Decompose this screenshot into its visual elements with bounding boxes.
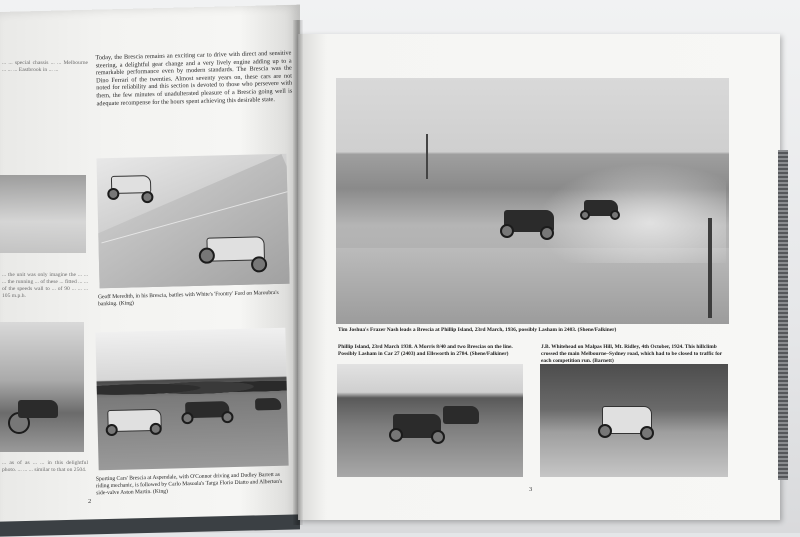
edge-text-bottom: ... as of as ... ... in this delightful photo. ... ... ... similar to that on 2504. — [2, 460, 88, 473]
caption-bottom-left: Phillip Island, 23rd March 1938. A Morris 8/40 and two Brescias on the line. Possibly Lasham in Car 27 (2403) and Ellsworth in 2784. (Shene/Falkiner) — [338, 344, 513, 357]
wheel-icon — [598, 424, 612, 438]
fence-post — [708, 218, 712, 318]
wheel-icon — [580, 210, 590, 220]
book-gutter — [293, 20, 303, 525]
intro-paragraph: Today, the Brescia remains an exciting car to drive with direct and sensitive steering, a delightful gear change and a very lively engine adding up to a remarkable performance even by modern standards. The Brescia was the Dino Ferrari of the twenties. Almost seventy years on, these cars are not noted for reliability and this section is devoted to those who persevere with them, the few minutes of unadulterated pleasure of a Brescia going well is adequate recompense for the hours spent achieving this desirable state. — [95, 49, 293, 107]
photo-aspendale — [95, 328, 288, 471]
wheel-icon — [107, 188, 119, 200]
photo-banking-battle — [96, 154, 289, 289]
main-photo-caption: Tim Joshua's Frazer Nash leads a Brescia at Phillip Island, 23rd March, 1936, possibly Lasham in 2403. (Shene/Falkiner) — [338, 327, 617, 333]
tree-line — [96, 374, 286, 399]
car-shape — [255, 398, 281, 411]
edge-text-mid: ... the unit was only imagine the ... ... ... the running ... of these ... fitted ... ... of the speeds wall to ... of 90 ... ... ... 105 m.p.h. — [2, 272, 88, 299]
wheel-icon — [431, 430, 445, 444]
wheel-icon — [181, 412, 193, 424]
photo-phillip-island-race — [336, 78, 729, 324]
wheel-icon — [141, 191, 153, 203]
wheel-icon — [150, 423, 162, 435]
wheel-icon — [106, 424, 118, 436]
wheel-icon — [389, 428, 403, 442]
photo-start-line — [337, 364, 523, 477]
wheel-icon — [500, 224, 514, 238]
photo1-caption: Geoff Meredith, in his Brescia, battles with White's 'Frontry' Ford on Maroubra's banking. (King) — [97, 289, 279, 308]
wheel-icon — [540, 226, 554, 240]
edge-photo-bottom — [0, 322, 84, 452]
caption-bottom-right: J.B. Whitehead on Malpas Hill, Mt. Ridley, 4th October, 1924. This hillclimb crossed the main Melbourne–Sydney road, which had to be closed to traffic for each competition run. (Barnett) — [541, 344, 723, 364]
wheel-icon — [610, 210, 620, 220]
photo2-caption: Sporting Cars' Brescia at Aspendale, with O'Connor driving and Dudley Barrett as riding mechanic, is followed by Carlo Masoala's Targa Florio Diatto and Alberton's side-valve Aston Martin. (King) — [95, 471, 283, 497]
wheel-icon — [221, 411, 233, 423]
car-shape — [443, 406, 479, 424]
telegraph-pole — [426, 134, 428, 179]
edge-text-top: ... ... special chassis ... ... Melbourne ... ... ... Eastbrook in ... ... — [2, 60, 88, 73]
book-page-edge — [778, 150, 788, 480]
dust-cloud — [536, 163, 726, 263]
page-number-right: 3 — [529, 486, 533, 493]
page-number-left: 2 — [88, 498, 92, 505]
edge-photo-top — [0, 175, 86, 253]
photo-hillclimb — [540, 364, 728, 477]
car-shape — [18, 400, 58, 418]
wheel-icon — [640, 426, 654, 440]
